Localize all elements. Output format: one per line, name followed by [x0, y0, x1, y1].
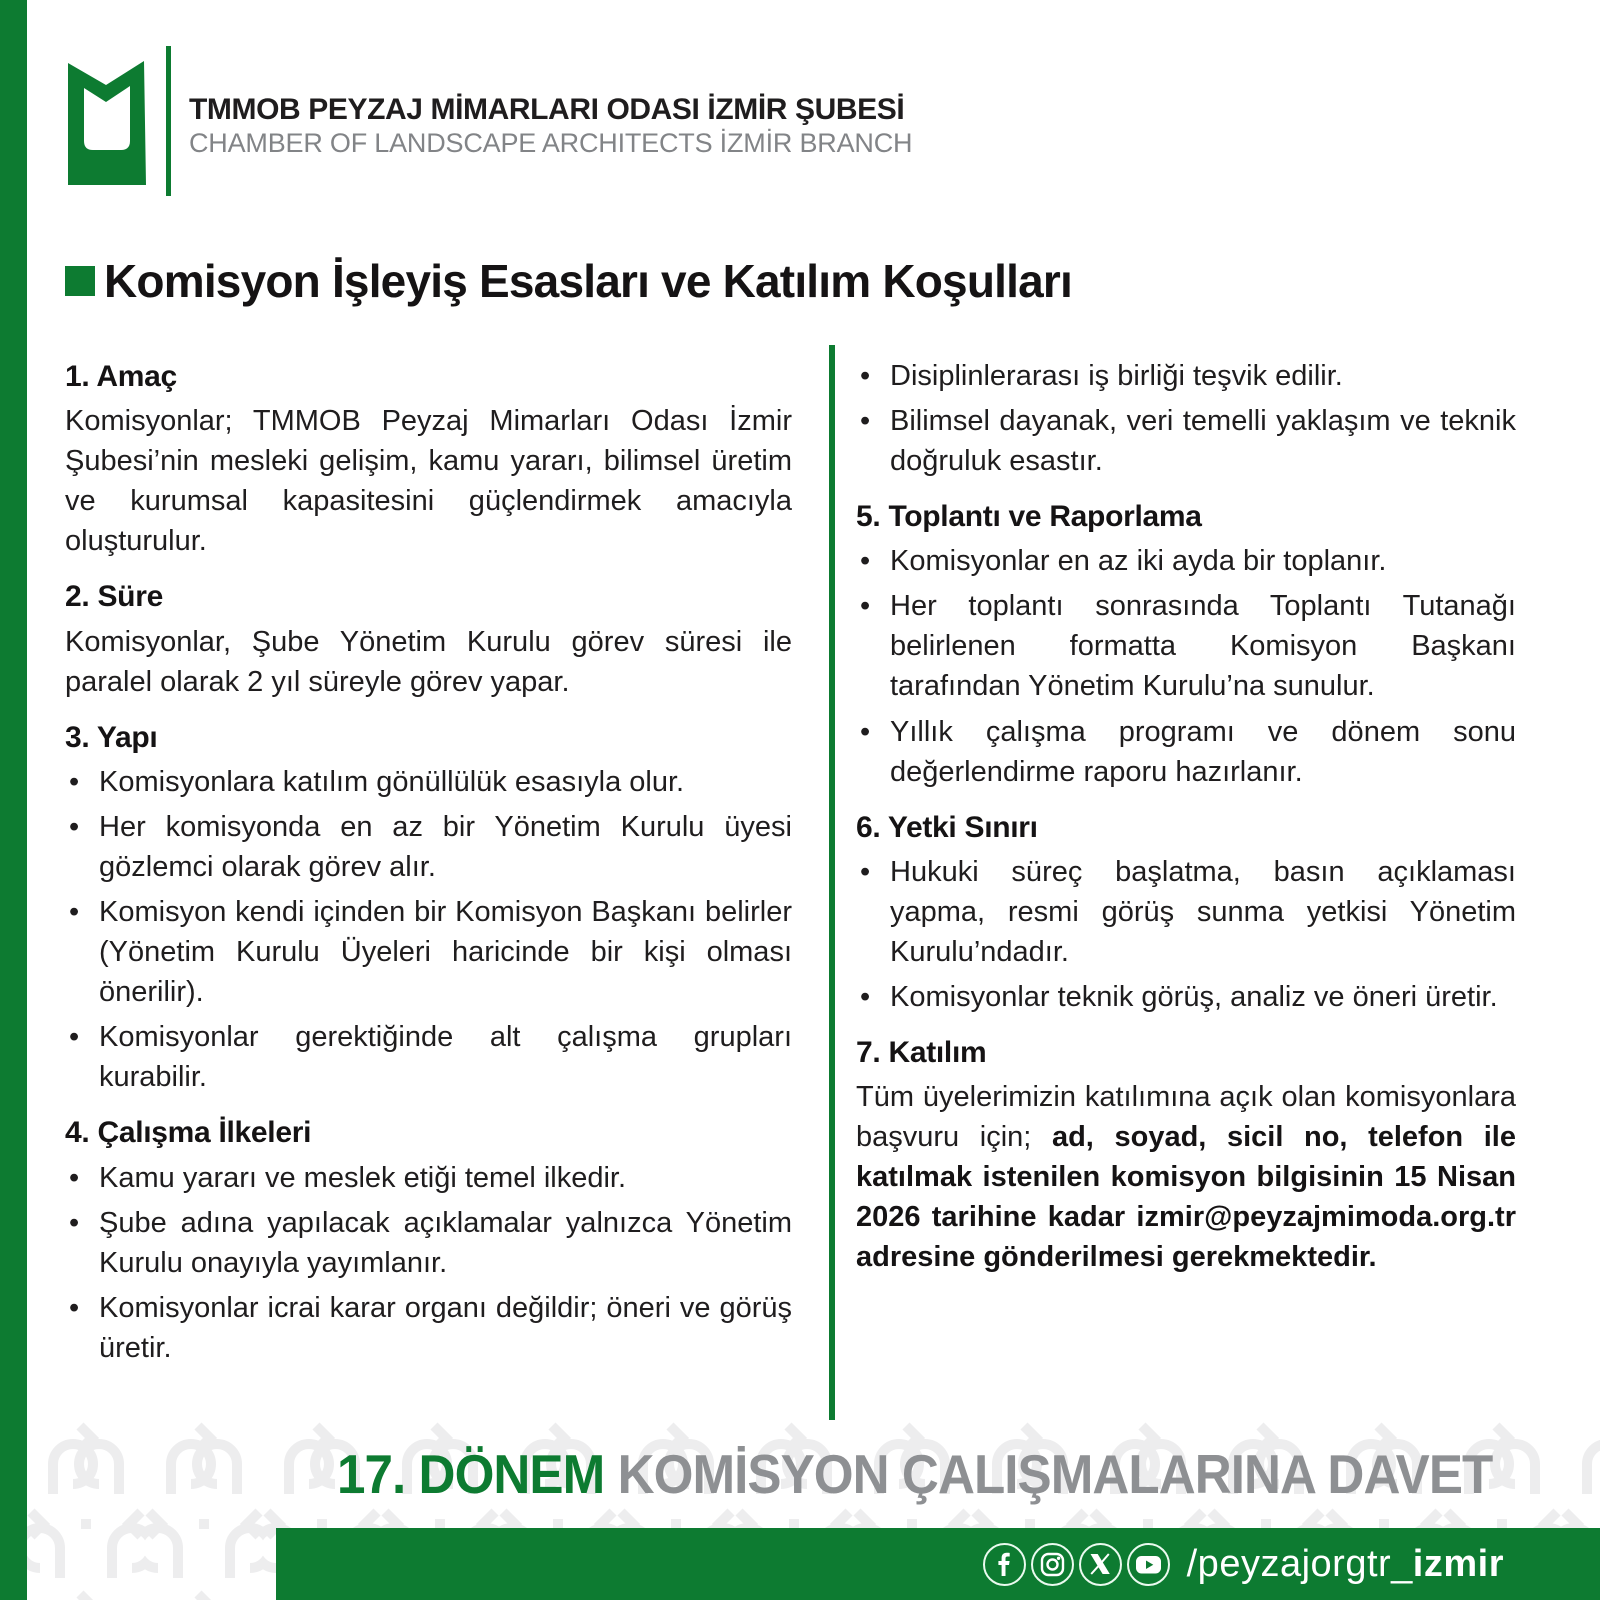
section-paragraph: [856, 1077, 1516, 1277]
handle-prefix: /peyzajorgtr_: [1186, 1542, 1413, 1585]
bullet-item: • Disiplinlerarası iş birliği teşvik edilir.: [856, 356, 1516, 396]
section-yapi: [65, 717, 792, 1098]
section-heading: 6. Yetki Sınırı: [856, 810, 1038, 844]
section-paragraph: Komisyonlar; TMMOB Peyzaj Mimarları Odası İzmir Şubesi’nin mesleki gelişim, kamu yararı, bilimsel üretim ve kurumsal kapasitesini güçlendirmek amacıyla oluşturulur.: [65, 405, 792, 558]
section-yetki-siniri: [856, 807, 1516, 1017]
bullet-item: • Kamu yararı ve meslek etiği temel ilkedir.: [65, 1158, 792, 1198]
title-square-icon: [65, 266, 95, 296]
org-title: TMMOB PEYZAJ MİMARLARI ODASI İZMİR ŞUBESİ: [189, 93, 905, 126]
org-name-block: [189, 93, 912, 159]
period-banner: [337, 1442, 1492, 1506]
section-heading: 7. Katılım: [856, 1035, 987, 1069]
bullet-item: • Komisyonlara katılım gönüllülük esasıyla olur.: [65, 762, 792, 802]
bullet-item: • Yıllık çalışma programı ve dönem sonu değerlendirme raporu hazırlanır.: [856, 712, 1516, 792]
bullet-item: • Her toplantı sonrasında Toplantı Tutanağı belirlenen formatta Komisyon Başkanı tarafından Yönetim Kurulu’na sunulur.: [856, 586, 1516, 706]
section-heading: 4. Çalışma İlkeleri: [65, 1116, 312, 1150]
right-column: [856, 356, 1516, 1281]
section-heading: 1. Amaç: [65, 360, 177, 393]
social-row: [983, 1543, 1504, 1586]
paragraph-bold: ad, soyad, sicil no, telefon ile katılmak istenilen komisyon bilgisinin 15 Nisan 2026 tarihine kadar izmir@peyzajmimoda.org.tr adresine gönderilmesi gerekmektedir.: [856, 1121, 1516, 1274]
bullet-list: [856, 541, 1516, 791]
instagram-icon: [1031, 1543, 1074, 1586]
section-heading: 5. Toplantı ve Raporlama: [856, 500, 1202, 534]
section-calisma-ilkeleri-devam: [856, 356, 1516, 481]
bullet-list: [856, 852, 1516, 1017]
chamber-logo-icon: [62, 55, 154, 189]
page-title-row: [65, 254, 1072, 308]
banner-invitation: KOMİSYON ÇALIŞMALARINA DAVET: [603, 1443, 1492, 1505]
bullet-item: • Hukuki süreç başlatma, basın açıklaması yapma, resmi görüş sunma yetkisi Yönetim Kurulu’ndadır.: [856, 852, 1516, 972]
handle-city: izmir: [1412, 1542, 1504, 1585]
section-amac: [65, 356, 792, 561]
bullet-item: • Her komisyonda en az bir Yönetim Kurulu üyesi gözlemci olarak görev alır.: [65, 807, 792, 887]
page-title: Komisyon İşleyiş Esasları ve Katılım Koşulları: [104, 255, 1072, 307]
bullet-list: [856, 356, 1516, 481]
bullet-item: • Bilimsel dayanak, veri temelli yaklaşım ve teknik doğruluk esastır.: [856, 401, 1516, 481]
facebook-icon: [983, 1543, 1026, 1586]
banner-period: 17. DÖNEM: [336, 1443, 604, 1505]
header-divider: [166, 46, 171, 196]
left-edge-bar: [0, 0, 27, 1600]
section-paragraph: Komisyonlar, Şube Yönetim Kurulu görev süresi ile paralel olarak 2 yıl süreyle görev yapar.: [65, 625, 792, 698]
column-divider: [829, 345, 835, 1433]
bullet-item: • Komisyonlar en az iki ayda bir toplanır.: [856, 541, 1516, 581]
org-subtitle: CHAMBER OF LANDSCAPE ARCHITECTS İZMİR BRANCH: [189, 127, 913, 158]
bullet-list: [65, 762, 792, 1097]
paragraph-regular: Tüm üyelerimizin katılımına açık olan komisyonlara başvuru için;: [856, 1081, 1516, 1154]
bullet-item: • Komisyon kendi içinden bir Komisyon Başkanı belirler (Yönetim Kurulu Üyeleri haricinde bir kişi olması önerilir).: [65, 892, 792, 1012]
section-toplanti-raporlama: [856, 496, 1516, 791]
youtube-icon: [1127, 1543, 1170, 1586]
left-column: [65, 356, 792, 1373]
footer-bar: [276, 1528, 1600, 1600]
section-sure: [65, 576, 792, 701]
bullet-item: • Şube adına yapılacak açıklamalar yalnızca Yönetim Kurulu onayıyla yayımlanır.: [65, 1203, 792, 1283]
bullet-item: • Komisyonlar teknik görüş, analiz ve öneri üretir.: [856, 977, 1516, 1017]
bullet-item: • Komisyonlar icrai karar organı değildir; öneri ve görüş üretir.: [65, 1288, 792, 1368]
social-handle: [1187, 1543, 1504, 1586]
section-calisma-ilkeleri: [65, 1112, 792, 1367]
section-heading: 2. Süre: [65, 580, 163, 614]
bullet-list: [65, 1158, 792, 1368]
section-katilim: [856, 1032, 1516, 1277]
x-icon: [1079, 1543, 1122, 1586]
bullet-item: • Komisyonlar gerektiğinde alt çalışma grupları kurabilir.: [65, 1017, 792, 1097]
section-heading: 3. Yapı: [65, 720, 158, 754]
